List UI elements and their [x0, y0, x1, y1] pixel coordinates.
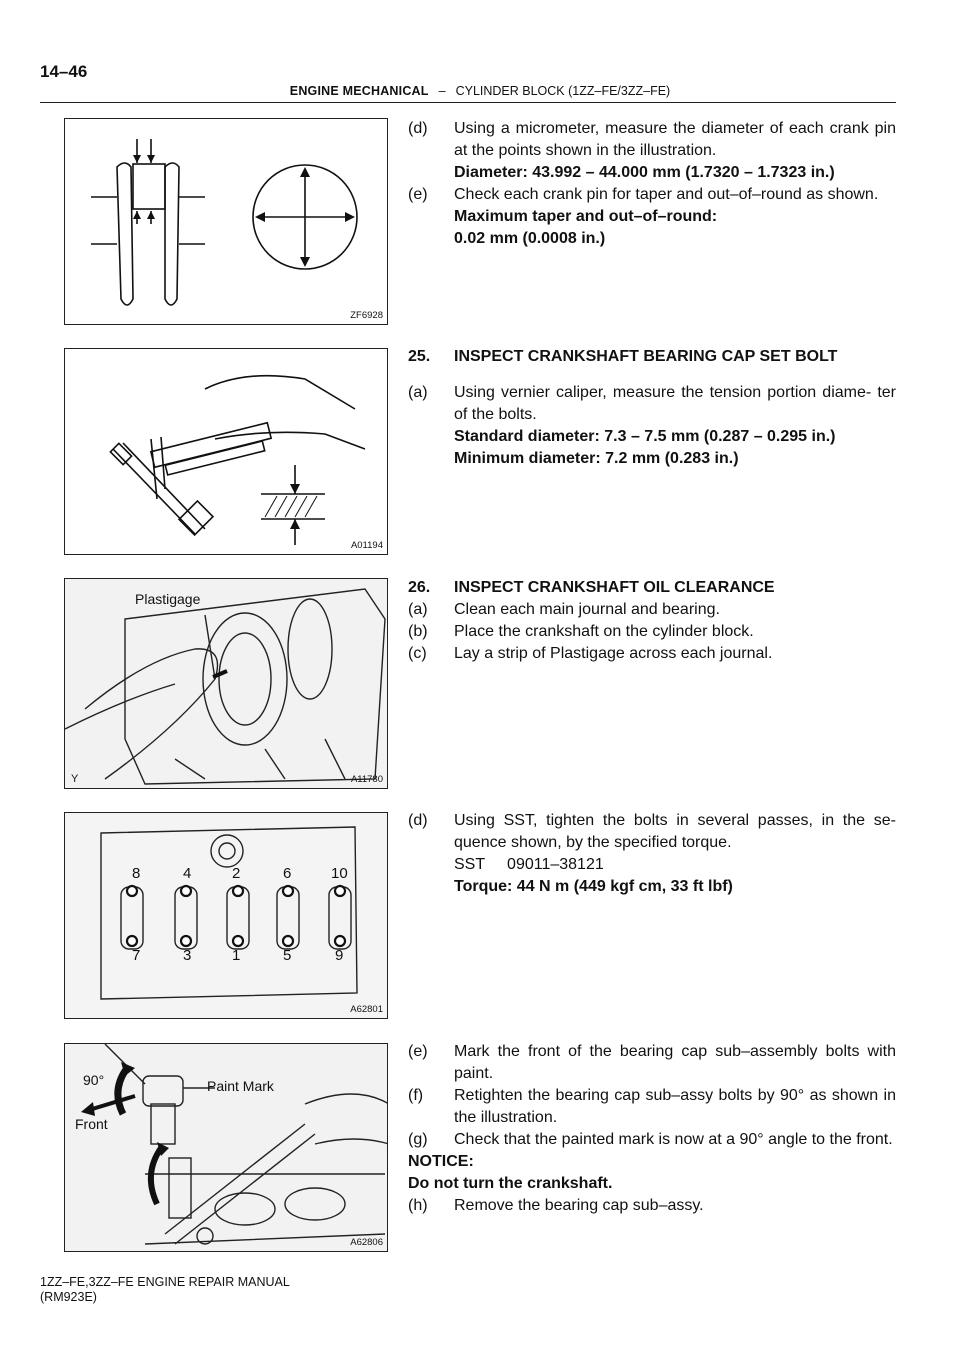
figure-vernier-caliper: [64, 348, 388, 555]
figure-mark: Y: [71, 773, 79, 785]
figure-bolt-sequence: [64, 812, 388, 1019]
figure-code: A62801: [350, 1004, 383, 1015]
heading-25: [408, 346, 896, 368]
step-d: [408, 810, 896, 898]
bolt-sequence-illustration: [65, 813, 388, 1019]
step-label: (d): [408, 120, 428, 137]
step-e: [408, 1041, 896, 1085]
figure-code: ZF6928: [350, 310, 383, 321]
bolt-order-5: 5: [283, 947, 292, 964]
step-label: (e): [408, 186, 428, 203]
spec-taper-value: 0.02 mm (0.0008 in.): [454, 230, 606, 247]
step-label: (d): [408, 812, 428, 829]
figure-code: A62806: [350, 1237, 383, 1248]
step-text: Check each crank pin for taper and out–of–round as shown.: [454, 186, 879, 203]
step-label: (a): [408, 601, 428, 618]
step-b: [408, 621, 896, 643]
figure-torque-angle: [64, 1043, 388, 1252]
footer-manual-code: (RM923E): [40, 1290, 97, 1304]
front-label: Front: [75, 1116, 108, 1132]
plastigage-label: Plastigage: [135, 591, 201, 607]
spec-taper-title: Maximum taper and out–of–round:: [454, 208, 718, 225]
torque-angle-illustration: [65, 1044, 388, 1252]
vernier-caliper-illustration: [65, 349, 388, 555]
bolt-order-1: 1: [232, 947, 241, 964]
bolt-order-7: 7: [132, 947, 141, 964]
heading-number: 26.: [408, 579, 431, 596]
text-block-retighten: [408, 1041, 896, 1217]
sst-number: SST 09011–38121: [454, 856, 604, 873]
step-text: Remove the bearing cap sub–assy.: [454, 1197, 704, 1214]
plastigage-illustration: [65, 579, 388, 789]
angle-label: 90°: [83, 1072, 105, 1088]
bolt-order-10: 10: [331, 865, 348, 882]
text-block-bearing-cap-bolt: [408, 346, 896, 470]
heading-26: [408, 577, 896, 599]
page-number: 14–46: [40, 62, 88, 81]
heading-text: INSPECT CRANKSHAFT OIL CLEARANCE: [454, 579, 775, 596]
step-d: [408, 118, 896, 184]
bolt-order-6: 6: [283, 865, 292, 882]
figure-code: A11780: [350, 774, 383, 785]
section-title: ENGINE MECHANICAL: [289, 84, 429, 98]
figure-plastigage: [64, 578, 388, 789]
spec-minimum-diameter: Minimum diameter: 7.2 mm (0.283 in.): [454, 450, 739, 467]
step-a: [408, 599, 896, 621]
bolt-order-3: 3: [183, 947, 192, 964]
step-label: (b): [408, 623, 428, 640]
step-text: Using a micrometer, measure the diameter of each crank pin at the points shown in the illustration.: [454, 120, 896, 159]
step-label: (a): [408, 384, 428, 401]
heading-number: 25.: [408, 348, 431, 365]
running-header: [0, 84, 960, 98]
step-label: (g): [408, 1131, 428, 1148]
step-g: [408, 1129, 896, 1151]
step-text: Clean each main journal and bearing.: [454, 601, 720, 618]
step-e: [408, 184, 896, 250]
text-block-crank-pin: [408, 118, 896, 250]
step-text: Place the crankshaft on the cylinder block.: [454, 623, 754, 640]
spec-diameter: Diameter: 43.992 – 44.000 mm (1.7320 – 1.7323 in.): [454, 164, 835, 181]
text-block-oil-clearance: [408, 577, 896, 665]
step-h: [408, 1195, 896, 1217]
step-f: [408, 1085, 896, 1129]
footer: [40, 1275, 290, 1305]
step-a: [408, 382, 896, 470]
step-text: Retighten the bearing cap sub–assy bolts by 90° as shown in the illustration.: [454, 1087, 896, 1126]
step-text: Check that the painted mark is now at a 90° angle to the front.: [454, 1131, 893, 1148]
notice-title: NOTICE:: [408, 1153, 474, 1170]
figure-code: A01194: [350, 540, 383, 551]
spec-torque: Torque: 44 N m (449 kgf cm, 33 ft lbf): [454, 878, 733, 895]
bolt-order-9: 9: [335, 947, 344, 964]
bolt-order-8: 8: [132, 865, 141, 882]
bolt-order-4: 4: [183, 865, 192, 882]
step-text: Using vernier caliper, measure the tension portion diame- ter of the bolts.: [454, 384, 896, 423]
bolt-order-2: 2: [232, 865, 241, 882]
step-text: Mark the front of the bearing cap sub–assembly bolts with paint.: [454, 1043, 896, 1082]
crank-pin-illustration: [65, 119, 388, 325]
step-label: (e): [408, 1043, 428, 1060]
step-c: [408, 643, 896, 665]
text-block-tighten-bolts: [408, 810, 896, 898]
spec-standard-diameter: Standard diameter: 7.3 – 7.5 mm (0.287 – 0.295 in.): [454, 428, 836, 445]
step-label: (f): [408, 1087, 424, 1104]
footer-manual-title: 1ZZ–FE,3ZZ–FE ENGINE REPAIR MANUAL: [40, 1275, 290, 1289]
step-text: Using SST, tighten the bolts in several passes, in the se- quence shown, by the specified torque.: [454, 812, 896, 851]
notice-text: Do not turn the crankshaft.: [408, 1175, 613, 1192]
step-text: Lay a strip of Plastigage across each journal.: [454, 645, 773, 662]
figure-crank-pin: [64, 118, 388, 325]
header-separator: –: [438, 84, 446, 98]
paint-mark-label: Paint Mark: [207, 1078, 274, 1094]
subsection-title: CYLINDER BLOCK (1ZZ–FE/3ZZ–FE): [455, 84, 671, 98]
header-rule: [40, 102, 896, 103]
heading-text: INSPECT CRANKSHAFT BEARING CAP SET BOLT: [454, 348, 838, 365]
step-label: (h): [408, 1197, 428, 1214]
step-label: (c): [408, 645, 427, 662]
